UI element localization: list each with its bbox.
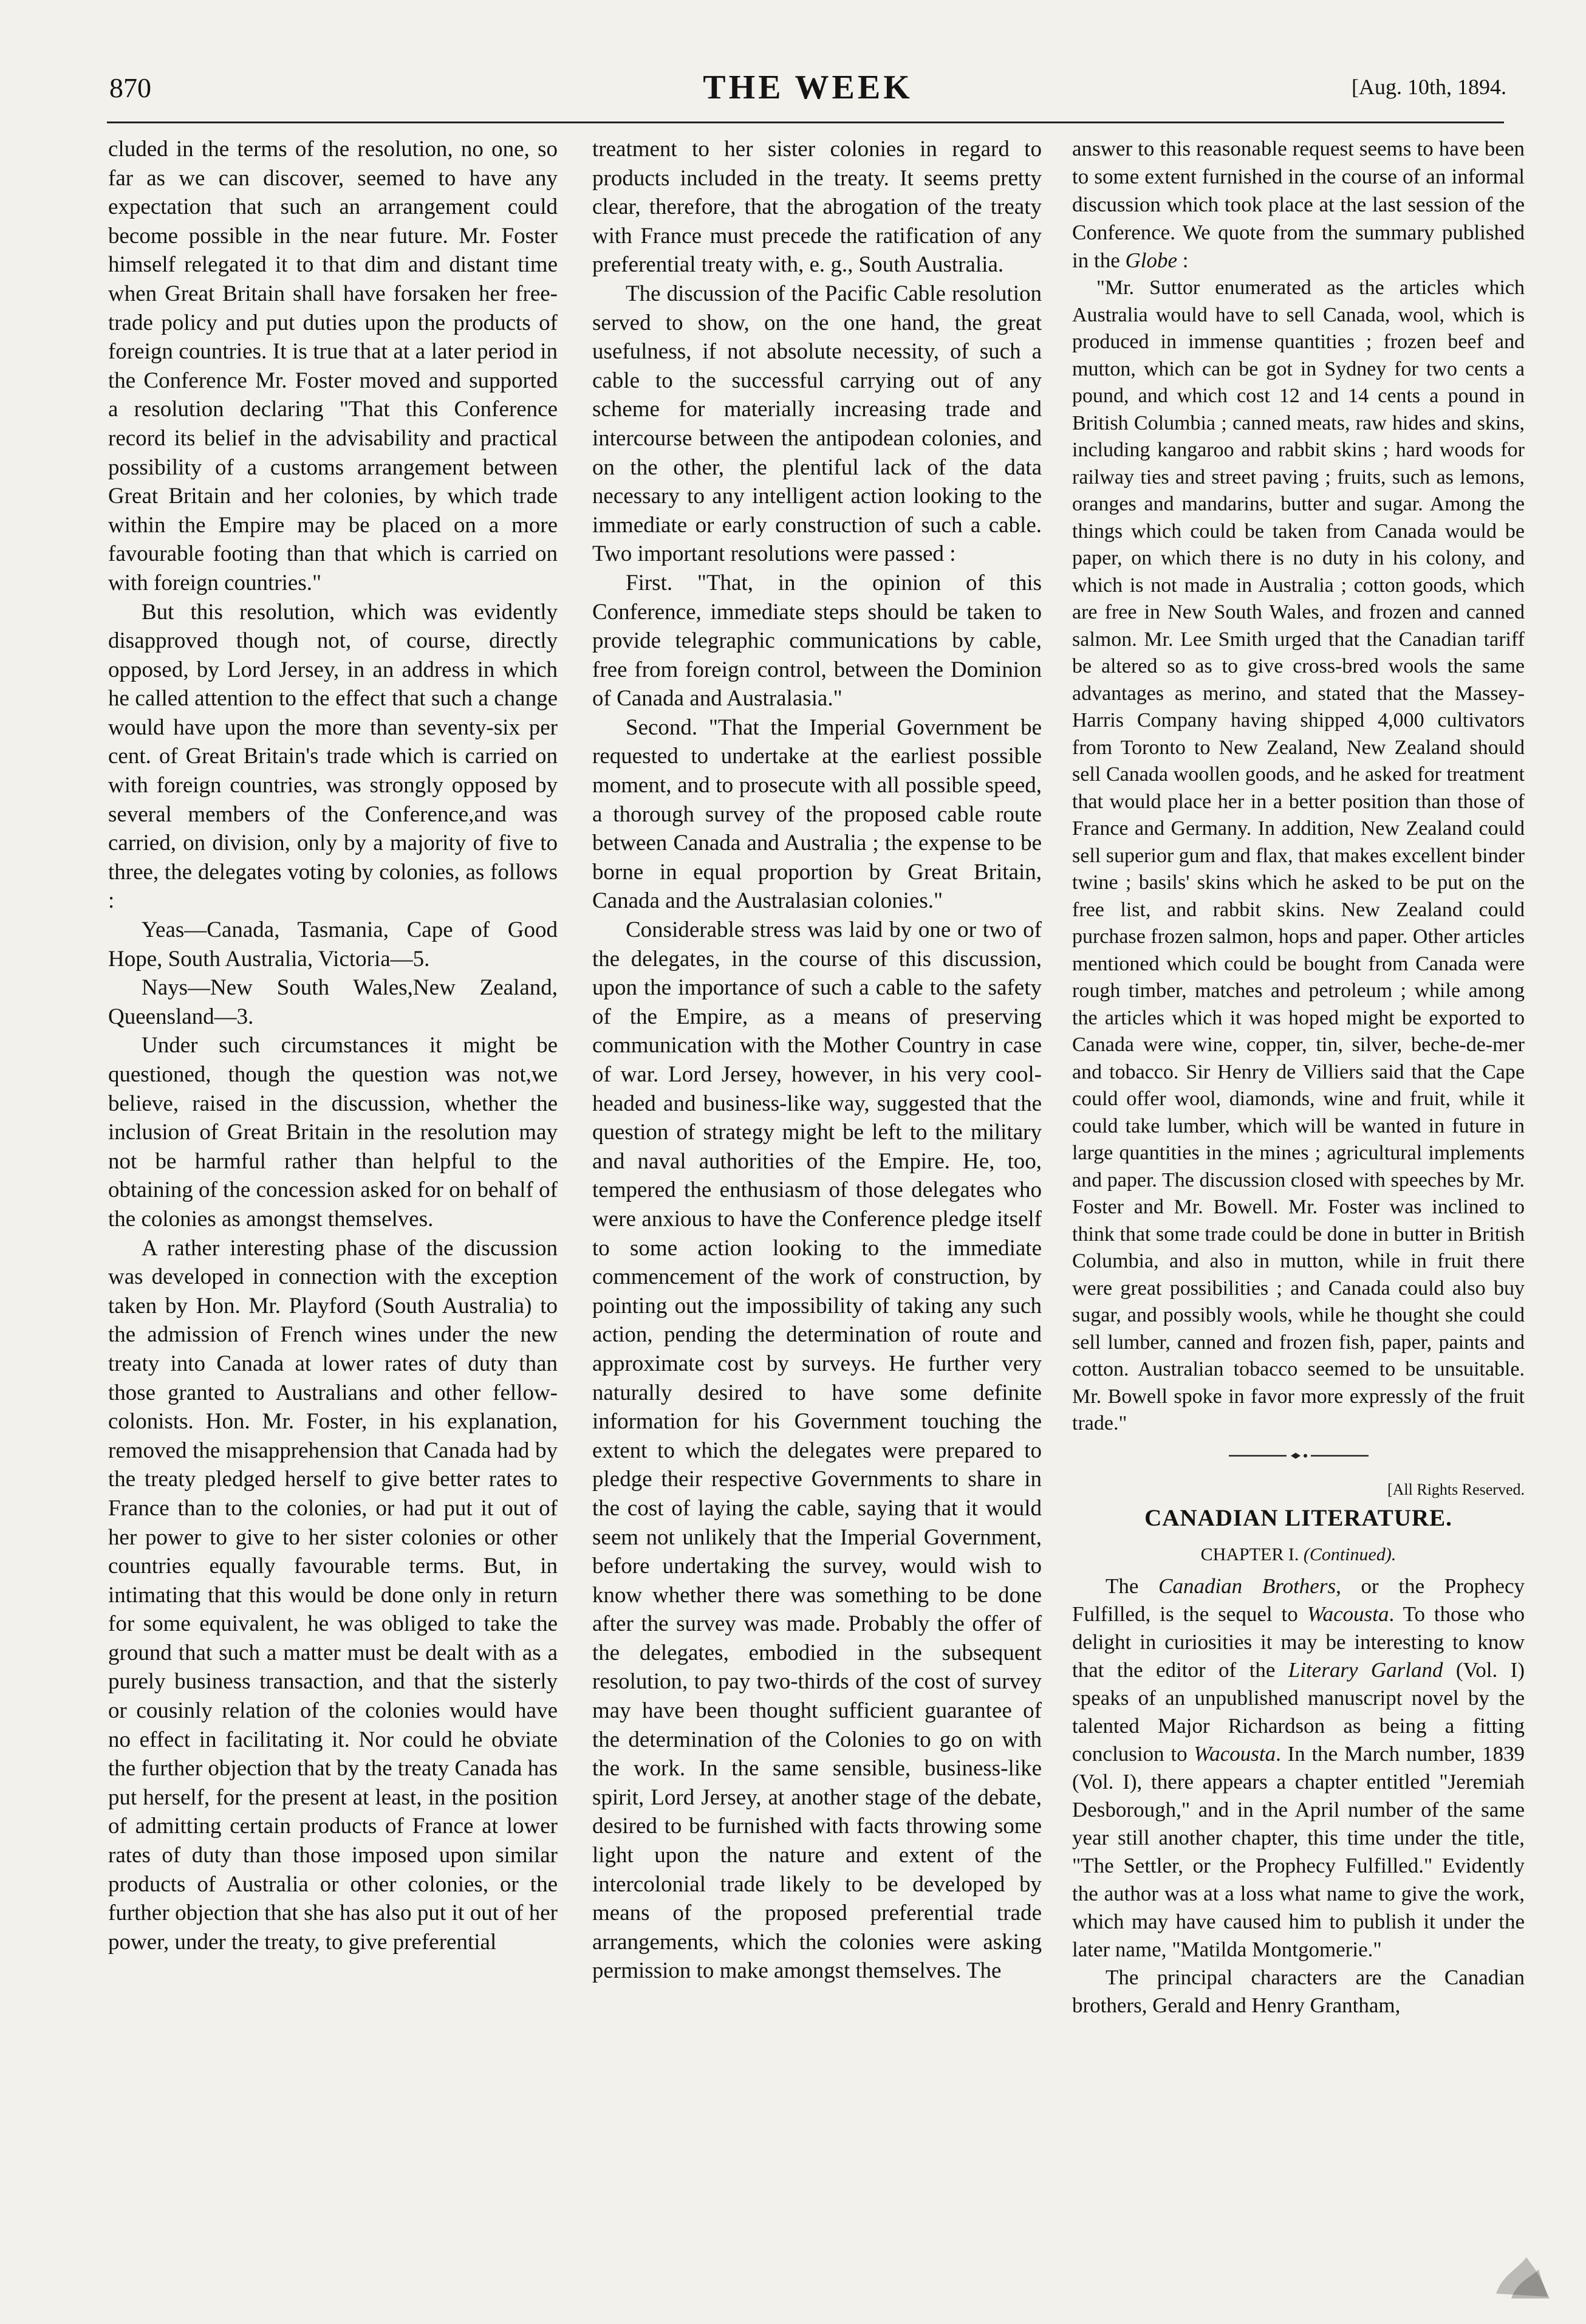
chapter-number: CHAPTER I.: [1200, 1544, 1299, 1565]
paragraph: cluded in the terms of the resolution, no one, so far as we can discover, seemed to have any expectation that such an arrangement could become possible in the near future. Mr. Foster himself relegated it to that dim and distant time when Great Britain shall have forsaken her free-trade policy and put duties upon the products of foreign countries. It is true that at a later period in the Conference Mr. Foster moved and supported a resolution declaring "That this Conference record its belief in the advisability and practical possibility of a customs arrangement between Great Britain and her colonies, by which trade within the Empire may be placed on a more favourable footing than that which is carried on with foreign countries.": [108, 137, 558, 595]
book-title: Wacousta: [1307, 1602, 1389, 1626]
section-separator-ornament: [1229, 1451, 1369, 1461]
text-run: :: [1177, 249, 1189, 272]
page-number: 870: [109, 72, 151, 103]
ink-smudge: [1484, 2245, 1551, 2300]
paragraph: The principal characters are the Canadian brothers, Gerald and Henry Grantham,: [1072, 1965, 1525, 2017]
rights-reserved-note: [All Rights Reserved.: [1387, 1480, 1525, 1498]
chapter-continued: (Continued).: [1303, 1544, 1396, 1565]
column-middle: [592, 135, 1042, 1986]
book-title: Literary Garland: [1288, 1657, 1443, 1682]
paragraph: [1072, 135, 1525, 275]
paragraph: The discussion of the Pacific Cable resolution served to show, on the one hand, the great usefulness, if not absolute necessity, of such a cable to the successful carrying out of any scheme for materially increasing trade and intercourse between the antipodean colonies, and on the other, the plentiful lack of the data necessary to any intelligent action looking to the immediate or early construction of such a cable. Two important resolutions were passed :: [592, 281, 1042, 567]
issue-date: [Aug. 10th, 1894.: [1352, 75, 1506, 99]
paragraph: Considerable stress was laid by one or two of the delegates, in the course of this discussion, upon the importance of such a cable to the safety of the Empire, as a means of preserving communication with the Mother Country in case of war. Lord Jersey, however, in his very cool-headed and business-like way, suggested that the question of strategy might be left to the military and naval authorities of the Empire. He, too, tempered the enthusiasm of those delegates who were anxious to have the Conference pledge itself to some action looking to the immediate commencement of the work of construction, by pointing out the impossibility of taking any such action, pending the determination of route and approximate cost by surveys. He further very naturally desired to have some definite information for his Government touching the extent to which the delegates were prepared to pledge their respective Governments to share in the cost of laying the cable, saying that it would seem not unlikely that the Imperial Government, before undertaking the survey, would wish to know whether there was something to be done after the survey was made. Probably the offer of the delegates, embodied in the subsequent resolution, to pay two-thirds of the cost of survey may have been thought sufficient guarantee of the determination of the Colonies to go on with the work. In the same sensible, business-like spirit, Lord Jersey, at another stage of the debate, desired to be furnished with facts throwing some light upon the nature and extent of the intercolonial trade likely to be developed by means of the proposed preferential trade arrangements, which the colonies were asking permission to make amongst themselves. The: [592, 917, 1042, 1984]
text-run: answer to this reasonable request seems to have been to some extent furnished in the course of an informal discussion which took place at the last session of the Conference. We quote from the summary published in the: [1072, 137, 1525, 272]
block-quote: "Mr. Suttor enumerated as the articles which Australia would have to sell Canada, wool, which is produced in immense quantities ; frozen beef and mutton, which can be got in Sydney for two cents a pound, and which cost 12 and 14 cents a pound in British Columbia ; canned meats, raw hides and skins, including kangaroo and rabbit skins ; hard woods for railway ties and street paving ; fruits, such as lemons, oranges and mandarins, butter and sugar. Among the things which could be taken from Canada would be paper, on which there is no duty in his colony, and which is not made in Australia ; cotton goods, which are free in New South Wales, and frozen and canned salmon. Mr. Lee Smith urged that the Canadian tariff be altered so as to give cross-bred wools the same advantages as merino, and stated that the Massey-Harris Company having shipped 4,000 cultivators from Toronto to New Zealand, New Zealand should sell Canada woollen goods, and he asked for treatment that would place her in a better position than those of France and Germany. In addition, New Zealand could sell superior gum and flax, that makes excellent binder twine ; basils' skins which he asked to be put on the free list, and rabbit skins. New Zealand could purchase frozen salmon, hops and paper. Other articles mentioned which could be bought from Canada were rough timber, matches and petroleum ; while among the articles which it was hoped might be exported to Canada were wine, copper, tin, silver, beche-de-mer and tobacco. Sir Henry de Villiers said that the Cape could offer wool, diamonds, wine and fruit, while it could take lumber, which will be wanted in future in large quantities in the mines ; agricultural implements and paper. The discussion closed with speeches by Mr. Foster and Mr. Bowell. Mr. Foster was inclined to think that some trade could be done in butter in British Columbia, and also in mutton, while in fruit there were great possibilities ; and Canada could also buy sugar, and possibly wools, while he thought she could sell lumber, canned and frozen fish, paper, paints and cotton. Australian tobacco seemed to be unsuitable. Mr. Bowell spoke in favor more expressly of the fruit trade.": [1072, 276, 1525, 1435]
page-header: [109, 69, 1506, 126]
chapter-heading: [1072, 1541, 1525, 1569]
section-title: CANADIAN LITERATURE.: [1144, 1504, 1452, 1531]
book-title: Wacousta: [1194, 1741, 1276, 1766]
resolution-second: Second. "That the Imperial Government be requested to undertake at the earliest possible moment, and to prosecute with all possible speed, a thorough survey of the proposed cable route between Canada and Australia ; the expense to be borne in equal proportion by Great Britain, Canada and the Australasian colonies.": [592, 715, 1042, 914]
column-left: [108, 135, 558, 1956]
text-run: , or the Prophecy Fulfilled, is the sequel to: [1072, 1574, 1525, 1626]
text-run: (Vol. I) speaks of an unpublished manuscript novel by the talented Major Richardson as being a fitting conclusion to: [1072, 1657, 1525, 1766]
paragraph: [1072, 1572, 1525, 1964]
text-run: . In the March number, 1839 (Vol. I), there appears a chapter entitled "Jeremiah Desborough," and in the April number of the same year still another chapter, this time under the title, "The Settler, or the Prophecy Fulfilled." Evidently the author was at a loss what name to give the work, which may have caused him to publish it under the later name, "Matilda Montgomerie.": [1072, 1741, 1525, 1961]
newspaper-name: Globe: [1125, 249, 1178, 272]
book-title: Canadian Brothers: [1158, 1574, 1336, 1598]
text-run: . To those who delight in curiosities it may be interesting to know that the editor of the: [1072, 1602, 1525, 1682]
paragraph: A rather interesting phase of the discussion was developed in connection with the exception taken by Hon. Mr. Playford (South Australia) to the admission of French wines under the new treaty into Canada at lower rates of duty than those granted to Australians and other fellow-colonists. Hon. Mr. Foster, in his explanation, removed the misapprehension that Canada had by the treaty pledged herself to give better rates to France than to the colonies, or had put it out of her power to give to her sister colonies or other countries equally favourable terms. But, in intimating that this would be done only in return for some equivalent, he was obliged to take the ground that such a matter must be dealt with as a purely business transaction, and that the sisterly or cousinly relation of the colonies would have no effect in facilitating it. Nor could he obviate the further objection that by the treaty Canada has put herself, for the present at least, in the position of admitting certain products of France at lower rates of duty than those imposed upon similar products of Australia or other colonies, or the further objection that she has also put it out of her power, under the treaty, to give preferential: [108, 1235, 558, 1955]
paragraph: treatment to her sister colonies in regard to products included in the treaty. It seems pretty clear, therefore, that the abrogation of the treaty with France must precede the ratification of any preferential treaty with, e. g., South Australia.: [592, 137, 1042, 278]
column-right: [1072, 135, 1525, 2020]
paragraph: Under such circumstances it might be questioned, though the question was not,we believe, raised in the discussion, whether the inclusion of Great Britain in the resolution may not be harmful rather than helpful to the obtaining of the concession asked for on behalf of the colonies as amongst themselves.: [108, 1033, 558, 1232]
vote-nays: Nays—New South Wales,New Zealand, Queensland—3.: [108, 975, 558, 1029]
resolution-first: First. "That, in the opinion of this Conference, immediate steps should be taken to provide telegraphic communications by cable, free from foreign control, between the Dominion of Canada and Australasia.": [592, 570, 1042, 711]
header-rule: [107, 122, 1504, 123]
paragraph: But this resolution, which was evidently disapproved though not, of course, directly opposed, by Lord Jersey, in an address in which he called attention to the effect that such a change would have upon the more than seventy-six per cent. of Great Britain's trade which is carried on with foreign countries, was strongly opposed by several members of the Conference,and was carried, on division, only by a majority of five to three, the delegates voting by colonies, as follows :: [108, 599, 558, 914]
vote-yeas: Yeas—Canada, Tasmania, Cape of Good Hope, South Australia, Victoria—5.: [108, 917, 558, 972]
text-run: The: [1106, 1574, 1159, 1598]
masthead-title: THE WEEK: [703, 69, 913, 106]
